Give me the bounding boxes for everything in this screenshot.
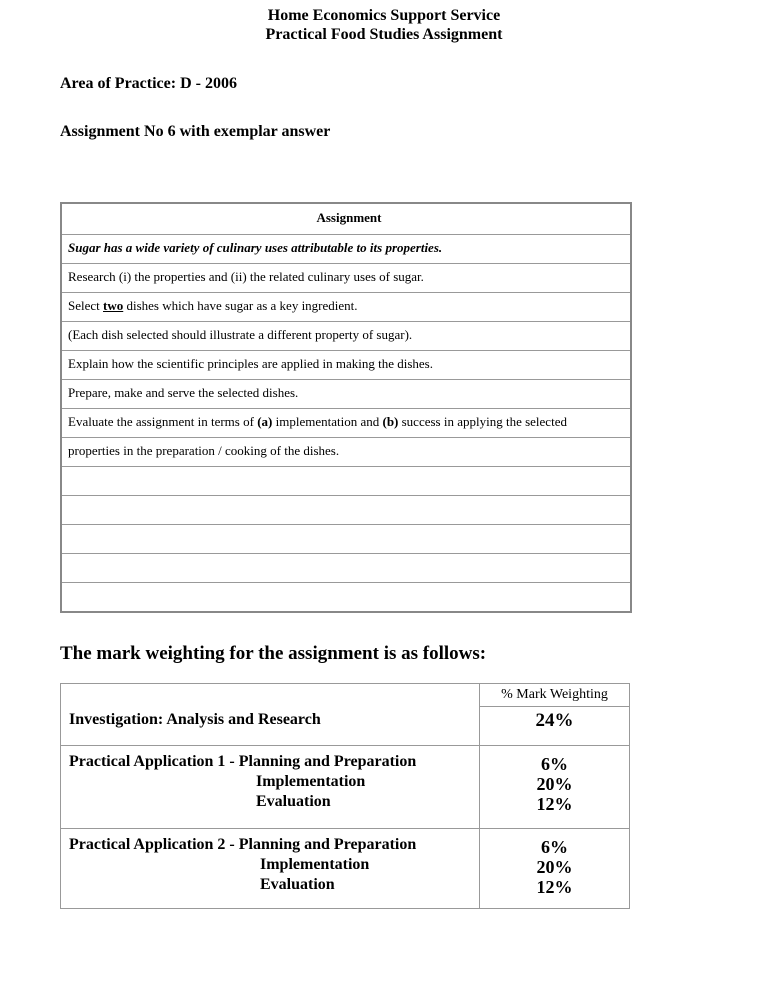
label: Practical Application 1 - Planning and Preparation (69, 753, 417, 770)
emphasis: two (103, 297, 124, 313)
sub-label: Evaluation (260, 876, 335, 893)
weight-value: 6% (541, 837, 568, 857)
weight-values (480, 829, 630, 909)
text: dishes which have sugar as a key ingredient. (123, 297, 358, 313)
weight-value: 24% (480, 707, 630, 746)
assignment-table (60, 202, 632, 613)
empty-row (61, 524, 631, 553)
text: implementation and (272, 413, 383, 429)
sub-label: Implementation (260, 856, 370, 873)
sub-label: Implementation (256, 773, 366, 790)
assignment-intro: Sugar has a wide variety of culinary uses attributable to its properties. (61, 234, 631, 263)
text: Select (68, 297, 104, 313)
weighting-table (60, 683, 630, 909)
label-b: (b) (382, 413, 399, 429)
row-label: Investigation: Analysis and Research (61, 684, 480, 746)
empty-row (61, 495, 631, 524)
weight-values (480, 746, 630, 829)
empty-row (61, 582, 631, 612)
weight-value: 6% (541, 754, 568, 774)
header-line-2: Practical Food Studies Assignment (265, 26, 503, 43)
empty-row (61, 466, 631, 495)
label: Practical Application 2 - Planning and Preparation (69, 836, 417, 853)
assignment-heading: Assignment (61, 203, 631, 234)
column-header: % Mark Weighting (480, 684, 630, 707)
text: success in applying the selected (398, 413, 567, 429)
assignment-number: Assignment No 6 with exemplar answer (60, 123, 331, 140)
assignment-explain: Explain how the scientific principles are applied in making the dishes. (61, 350, 631, 379)
row-label (61, 829, 480, 909)
empty-row (61, 553, 631, 582)
assignment-select (61, 292, 631, 321)
assignment-evaluate-cont: properties in the preparation / cooking of the dishes. (61, 437, 631, 466)
row-label (61, 746, 480, 829)
weight-value: 12% (536, 877, 573, 897)
weight-value: 12% (536, 794, 573, 814)
sub-label: Evaluation (256, 793, 331, 810)
area-of-practice: Area of Practice: D - 2006 (60, 75, 237, 92)
weighting-heading: The mark weighting for the assignment is as follows: (60, 643, 487, 664)
weight-value: 20% (536, 774, 573, 794)
assignment-prepare: Prepare, make and serve the selected dishes. (61, 379, 631, 408)
text: Evaluate the assignment in terms of (68, 413, 258, 429)
header-line-1: Home Economics Support Service (267, 7, 501, 24)
weight-value: 20% (536, 857, 573, 877)
assignment-research: Research (i) the properties and (ii) the related culinary uses of sugar. (61, 263, 631, 292)
label-a: (a) (257, 413, 273, 429)
assignment-evaluate (61, 408, 631, 437)
assignment-each: (Each dish selected should illustrate a different property of sugar). (61, 321, 631, 350)
